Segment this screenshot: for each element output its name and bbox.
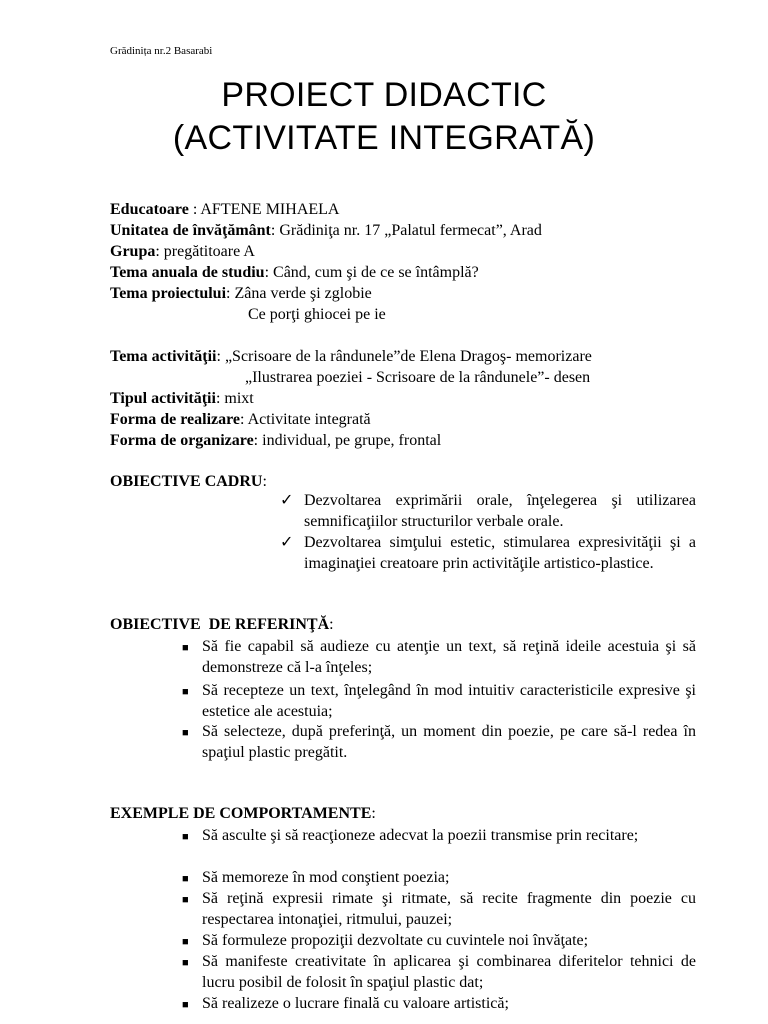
list-item: Să memoreze în mod conştient poezia; <box>202 869 450 886</box>
square-bullet-glyph: ■ <box>182 727 189 739</box>
field-value: Grădiniţa nr. 17 „Palatul fermecat”, Arad <box>279 222 542 239</box>
square-bullet-icon <box>182 636 189 659</box>
list-item: Să reţină expresii rimate şi ritmate, să recite fragmente din poezie cu respectarea intonaţiei, ritmului, pauzei; <box>202 890 696 928</box>
field-separator: : <box>253 432 263 449</box>
section-title-text: OBIECTIVE CADRU <box>110 473 263 490</box>
section-title-text: OBIECTIVE DE REFERINŢĂ <box>110 616 330 633</box>
square-bullet-glyph: ■ <box>182 642 189 654</box>
field-label: Tema proiectului <box>110 285 227 302</box>
list-item: Dezvoltarea exprimării orale, înţelegerea şi utilizarea semnificaţiilor structurilor verbale orale. <box>304 492 696 530</box>
check-icon: ✓ <box>280 534 294 551</box>
field-value: mixt <box>224 390 254 407</box>
square-bullet-icon <box>182 721 189 744</box>
field-label: Unitatea de învăţământ <box>110 222 271 239</box>
section-obiective-cadru <box>110 472 267 492</box>
square-bullet-icon <box>182 825 189 848</box>
square-bullet-glyph: ■ <box>182 957 189 969</box>
field-label: Grupa <box>110 243 156 260</box>
field-label: Tema anuala de studiu <box>110 264 265 281</box>
field-label: Educatoare <box>110 201 189 218</box>
field-value: individual, pe grupe, frontal <box>262 432 442 449</box>
tema-proiectului-line2: Ce porţi ghiocei pe ie <box>248 306 386 323</box>
field-grupa <box>110 242 255 262</box>
field-separator: : <box>226 285 235 302</box>
list-item: Să manifeste creativitate în aplicarea şi combinarea diferitelor tehnici de lucru posibil de folosit în spaţiul plastic dat; <box>202 953 696 991</box>
field-separator: : <box>188 201 201 218</box>
field-value: „Scrisoare de la rândunele”de Elena Dragoş- memorizare <box>224 348 592 365</box>
field-label: Tipul activităţii <box>110 390 216 407</box>
list-item: Să asculte şi să reacţioneze adecvat la poezii transmise prin recitare; <box>202 827 639 844</box>
square-bullet-icon <box>182 680 189 703</box>
field-label: Tema activităţii <box>110 348 217 365</box>
section-exemple-comportamente <box>110 804 376 824</box>
list-item: Să realizeze o lucrare finală cu valoare artistică; <box>202 995 509 1012</box>
field-value: AFTENE MIHAELA <box>200 201 340 218</box>
field-value: Activitate integrată <box>247 411 371 428</box>
header-note: Grădinița nr.2 Basarabi <box>110 45 213 57</box>
field-separator: : <box>240 411 248 428</box>
section-title-text: EXEMPLE DE COMPORTAMENTE <box>110 805 372 822</box>
field-value: Când, cum şi de ce se întâmplă? <box>273 264 479 281</box>
section-colon: : <box>329 616 334 633</box>
document-title: PROIECT DIDACTIC <box>221 76 547 114</box>
square-bullet-icon <box>182 951 189 974</box>
field-tema-anuala <box>110 263 479 283</box>
square-bullet-glyph: ■ <box>182 936 189 948</box>
field-separator: : <box>216 348 225 365</box>
section-colon: : <box>371 805 376 822</box>
field-tipul-activitatii <box>110 389 254 409</box>
field-separator: : <box>264 264 274 281</box>
field-label: Forma de realizare <box>110 411 241 428</box>
field-unitatea <box>110 221 542 241</box>
tema-activitatii-line2: „Ilustrarea poeziei - Scrisoare de la rândunele”- desen <box>245 369 591 386</box>
field-separator: : <box>215 390 225 407</box>
field-separator: : <box>270 222 280 239</box>
square-bullet-icon <box>182 867 189 890</box>
field-forma-organizare <box>110 431 441 451</box>
square-bullet-icon <box>182 930 189 953</box>
square-bullet-glyph: ■ <box>182 999 189 1011</box>
field-tema-proiectului <box>110 284 372 304</box>
square-bullet-icon <box>182 993 189 1016</box>
square-bullet-glyph: ■ <box>182 873 189 885</box>
document-subtitle: (ACTIVITATE INTEGRATĂ) <box>172 119 596 157</box>
list-item: Să selecteze, după preferinţă, un moment din poezie, pe care să-l redea în spaţiul plastic pregătit. <box>202 723 696 761</box>
field-separator: : <box>155 243 164 260</box>
field-label: Forma de organizare <box>110 432 254 449</box>
field-value: Zâna verde şi zglobie <box>234 285 372 302</box>
list-item: Să fie capabil să audieze cu atenţie un text, să reţină ideile acestuia şi să demonstreze că l-a înţeles; <box>202 638 696 676</box>
square-bullet-glyph: ■ <box>182 894 189 906</box>
list-item: Să recepteze un text, înţelegând în mod intuitiv caracteristicile expresive şi estetice ale acestuia; <box>202 682 696 720</box>
field-value: pregătitoare A <box>163 243 255 260</box>
check-icon: ✓ <box>280 492 294 509</box>
section-obiective-referinta <box>110 615 334 635</box>
field-forma-realizare <box>110 410 371 430</box>
field-educatoare <box>110 200 339 220</box>
square-bullet-icon <box>182 888 189 911</box>
list-item: Dezvoltarea simţului estetic, stimularea expresivităţii şi a imaginaţiei creatoare prin activităţile artistico-plastice. <box>304 534 696 572</box>
square-bullet-glyph: ■ <box>182 686 189 698</box>
field-tema-activitatii <box>110 347 592 367</box>
square-bullet-glyph: ■ <box>182 831 189 843</box>
section-colon: : <box>262 473 267 490</box>
list-item: Să formuleze propoziţii dezvoltate cu cuvintele noi învăţate; <box>202 932 589 949</box>
